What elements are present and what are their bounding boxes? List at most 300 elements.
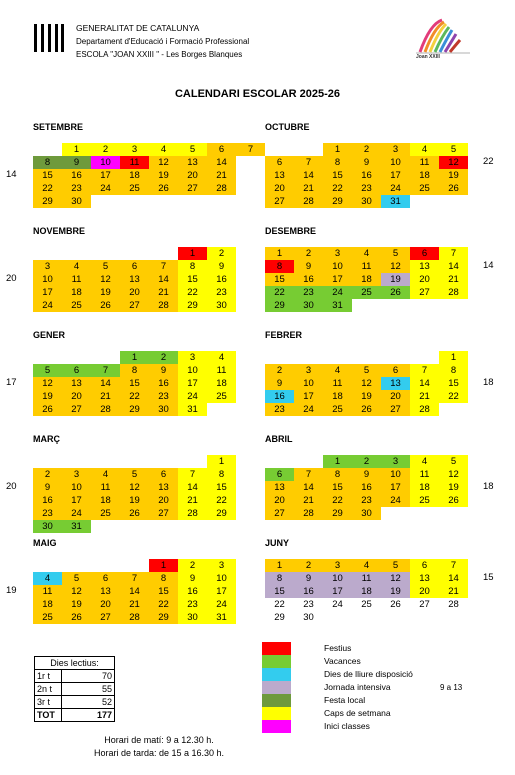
day-cell: 4 (91, 468, 120, 481)
horari-mati: Horari de matí: 9 a 12.30 h. (104, 735, 214, 745)
day-cell: 19 (62, 598, 91, 611)
day-cell: 15 (33, 169, 62, 182)
day-cell: 5 (33, 364, 62, 377)
day-cell: 5 (381, 559, 410, 572)
day-cell: 1 (323, 143, 352, 156)
day-cell: 26 (352, 403, 381, 416)
day-cell: 23 (294, 286, 323, 299)
day-cell: 12 (439, 156, 468, 169)
day-cell: 14 (178, 481, 207, 494)
day-cell: 20 (62, 390, 91, 403)
day-cell: 3 (381, 143, 410, 156)
day-cell: 12 (62, 585, 91, 598)
day-cell: 6 (265, 468, 294, 481)
day-cell: 15 (323, 481, 352, 494)
day-cell: 10 (323, 260, 352, 273)
day-cell: 27 (265, 195, 294, 208)
day-cell: 29 (149, 611, 178, 624)
day-cell: 20 (265, 494, 294, 507)
day-cell: 8 (207, 468, 236, 481)
day-cell: 24 (62, 507, 91, 520)
table-row: 1r t 70 (35, 670, 115, 683)
day-cell: 17 (33, 286, 62, 299)
day-cell: 8 (323, 156, 352, 169)
day-cell: 15 (265, 585, 294, 598)
day-cell: 7 (410, 364, 439, 377)
day-cell: 15 (323, 169, 352, 182)
day-cell: 14 (294, 481, 323, 494)
generalitat-crest-icon (34, 20, 64, 56)
day-cell: 7 (236, 143, 265, 156)
day-cell: 7 (439, 247, 468, 260)
day-cell: 6 (381, 364, 410, 377)
day-cell: 25 (410, 494, 439, 507)
horari-tarda: Horari de tarda: de 15 a 16.30 h. (93, 748, 225, 758)
day-cell: 8 (33, 156, 62, 169)
day-cell: 2 (91, 143, 120, 156)
day-cell: 28 (294, 507, 323, 520)
day-cell: 16 (178, 585, 207, 598)
day-cell: 21 (439, 585, 468, 598)
day-cell: 14 (439, 260, 468, 273)
day-cell: 15 (178, 273, 207, 286)
week-count: 14 (483, 260, 494, 271)
day-cell: 22 (149, 598, 178, 611)
day-cell: 29 (207, 507, 236, 520)
day-cell: 17 (381, 169, 410, 182)
day-cell: 21 (294, 182, 323, 195)
day-cell: 20 (149, 494, 178, 507)
day-cell: 9 (352, 156, 381, 169)
day-cell: 8 (323, 468, 352, 481)
day-cell: 14 (207, 156, 236, 169)
day-cell: 17 (381, 481, 410, 494)
day-cell: 19 (439, 169, 468, 182)
day-cell: 30 (62, 195, 91, 208)
day-cell: 24 (91, 182, 120, 195)
day-cell: 4 (62, 260, 91, 273)
day-cell: 31 (323, 299, 352, 312)
day-cell: 4 (410, 455, 439, 468)
day-cell: 10 (207, 572, 236, 585)
day-cell: 27 (62, 403, 91, 416)
legend-swatch (262, 642, 291, 655)
day-cell: 1 (149, 559, 178, 572)
day-cell: 29 (33, 195, 62, 208)
page-title: CALENDARI ESCOLAR 2025-26 (174, 88, 341, 100)
day-cell: 29 (265, 299, 294, 312)
day-cell: 14 (410, 377, 439, 390)
day-cell: 16 (149, 377, 178, 390)
day-cell: 25 (91, 507, 120, 520)
day-cell: 10 (33, 273, 62, 286)
day-cell: 22 (323, 494, 352, 507)
day-cell: 16 (352, 169, 381, 182)
day-cell: 19 (352, 390, 381, 403)
day-cell: 17 (294, 390, 323, 403)
day-cell: 22 (33, 182, 62, 195)
day-cell: 5 (91, 260, 120, 273)
day-cell: 31 (207, 611, 236, 624)
week-count: 15 (483, 572, 494, 583)
day-cell: 12 (91, 273, 120, 286)
day-cell: 7 (294, 468, 323, 481)
day-cell: 24 (178, 390, 207, 403)
day-cell: 21 (120, 598, 149, 611)
school-logo (412, 16, 474, 64)
day-cell: 25 (352, 598, 381, 611)
legend-label: Festa local (324, 695, 366, 705)
day-cell: 4 (410, 143, 439, 156)
day-cell: 16 (33, 494, 62, 507)
header-line3: ESCOLA "JOAN XXIII " - Les Borges Blanques (76, 50, 243, 59)
day-cell: 9 (178, 572, 207, 585)
week-count: 18 (483, 481, 494, 492)
day-cell: 9 (294, 260, 323, 273)
legend-swatch (262, 681, 291, 694)
day-cell: 13 (178, 156, 207, 169)
month-name: ABRIL (265, 434, 293, 444)
day-cell: 24 (323, 286, 352, 299)
day-cell: 11 (410, 468, 439, 481)
day-cell: 14 (294, 169, 323, 182)
month-name: FEBRER (265, 330, 303, 340)
day-cell: 24 (381, 494, 410, 507)
day-cell: 17 (207, 585, 236, 598)
day-cell: 7 (439, 559, 468, 572)
day-cell: 30 (178, 611, 207, 624)
day-cell: 10 (62, 481, 91, 494)
day-cell: 25 (323, 403, 352, 416)
legend-label: Festius (324, 643, 352, 653)
day-cell: 24 (294, 403, 323, 416)
day-cell: 12 (381, 572, 410, 585)
day-cell: 13 (120, 273, 149, 286)
day-cell: 9 (62, 156, 91, 169)
day-cell: 21 (91, 390, 120, 403)
day-cell: 22 (265, 286, 294, 299)
day-cell: 2 (352, 143, 381, 156)
day-cell: 6 (120, 260, 149, 273)
day-cell: 9 (294, 572, 323, 585)
day-cell: 10 (381, 468, 410, 481)
day-cell: 19 (381, 273, 410, 286)
day-cell: 1 (265, 559, 294, 572)
day-cell: 5 (178, 143, 207, 156)
legend-swatch (262, 655, 291, 668)
day-cell: 28 (120, 611, 149, 624)
day-cell: 2 (178, 559, 207, 572)
day-cell: 11 (410, 156, 439, 169)
month-name: MAIG (33, 538, 57, 548)
legend-label: Jornada intensiva (324, 682, 391, 692)
day-cell: 15 (207, 481, 236, 494)
day-cell: 3 (323, 247, 352, 260)
day-cell: 27 (410, 598, 439, 611)
day-cell: 31 (62, 520, 91, 533)
day-cell: 24 (381, 182, 410, 195)
day-cell: 28 (149, 299, 178, 312)
day-cell: 8 (149, 572, 178, 585)
dies-lectius-header: Dies lectius: (35, 657, 115, 670)
day-cell: 5 (381, 247, 410, 260)
day-cell: 29 (323, 195, 352, 208)
day-cell: 23 (352, 182, 381, 195)
day-cell: 16 (352, 481, 381, 494)
day-cell: 10 (178, 364, 207, 377)
day-cell: 11 (323, 377, 352, 390)
day-cell: 1 (439, 351, 468, 364)
day-cell: 18 (207, 377, 236, 390)
day-cell: 31 (381, 195, 410, 208)
dies-lectius-table (34, 656, 115, 722)
day-cell: 9 (352, 468, 381, 481)
day-cell: 16 (62, 169, 91, 182)
day-cell: 20 (120, 286, 149, 299)
day-cell: 28 (439, 286, 468, 299)
day-cell: 22 (265, 598, 294, 611)
day-cell: 5 (62, 572, 91, 585)
day-cell: 9 (33, 481, 62, 494)
day-cell: 2 (149, 351, 178, 364)
legend-swatch (262, 707, 291, 720)
day-cell: 15 (265, 273, 294, 286)
day-cell: 28 (178, 507, 207, 520)
day-cell: 21 (439, 273, 468, 286)
day-cell: 1 (178, 247, 207, 260)
week-count: 14 (6, 169, 17, 180)
day-cell: 8 (439, 364, 468, 377)
day-cell: 7 (294, 156, 323, 169)
table-row-total: TOT 177 (35, 709, 115, 722)
day-cell: 20 (410, 273, 439, 286)
day-cell: 26 (381, 286, 410, 299)
day-cell: 6 (91, 572, 120, 585)
day-cell: 15 (149, 585, 178, 598)
day-cell: 9 (207, 260, 236, 273)
day-cell: 22 (439, 390, 468, 403)
day-cell: 27 (410, 286, 439, 299)
day-cell: 27 (91, 611, 120, 624)
month-name: OCTUBRE (265, 122, 310, 132)
day-cell: 17 (62, 494, 91, 507)
day-cell: 26 (439, 182, 468, 195)
day-cell: 28 (294, 195, 323, 208)
day-cell: 18 (120, 169, 149, 182)
day-cell: 8 (178, 260, 207, 273)
day-cell: 29 (265, 611, 294, 624)
day-cell: 27 (120, 299, 149, 312)
day-cell: 18 (410, 169, 439, 182)
day-cell: 11 (207, 364, 236, 377)
day-cell: 16 (294, 585, 323, 598)
day-cell: 13 (410, 572, 439, 585)
day-cell: 20 (178, 169, 207, 182)
day-cell: 19 (91, 286, 120, 299)
day-cell: 11 (352, 572, 381, 585)
day-cell: 13 (381, 377, 410, 390)
day-cell: 12 (149, 156, 178, 169)
day-cell: 10 (91, 156, 120, 169)
day-cell: 29 (323, 507, 352, 520)
legend-label: Caps de setmana (324, 708, 391, 718)
day-cell: 18 (33, 598, 62, 611)
table-row: 3r t 52 (35, 696, 115, 709)
day-cell: 7 (149, 260, 178, 273)
day-cell: 24 (323, 598, 352, 611)
month-name: DESEMBRE (265, 226, 317, 236)
day-cell: 25 (410, 182, 439, 195)
day-cell: 1 (62, 143, 91, 156)
day-cell: 10 (294, 377, 323, 390)
month-name: SETEMBRE (33, 122, 84, 132)
day-cell: 8 (265, 260, 294, 273)
day-cell: 18 (91, 494, 120, 507)
day-cell: 23 (33, 507, 62, 520)
day-cell: 10 (323, 572, 352, 585)
day-cell: 9 (265, 377, 294, 390)
day-cell: 3 (294, 364, 323, 377)
day-cell: 19 (149, 169, 178, 182)
day-cell: 29 (178, 299, 207, 312)
week-count: 20 (6, 273, 17, 284)
day-cell: 11 (91, 481, 120, 494)
day-cell: 14 (91, 377, 120, 390)
day-cell: 13 (265, 481, 294, 494)
day-cell: 23 (265, 403, 294, 416)
day-cell: 30 (294, 611, 323, 624)
day-cell: 6 (62, 364, 91, 377)
day-cell: 12 (33, 377, 62, 390)
day-cell: 22 (323, 182, 352, 195)
day-cell: 21 (207, 169, 236, 182)
day-cell: 30 (33, 520, 62, 533)
day-cell: 21 (410, 390, 439, 403)
day-cell: 4 (207, 351, 236, 364)
day-cell: 11 (62, 273, 91, 286)
legend-note: 9 a 13 (440, 683, 463, 692)
day-cell: 1 (120, 351, 149, 364)
day-cell: 18 (352, 585, 381, 598)
month-name: JUNY (265, 538, 290, 548)
day-cell: 18 (323, 390, 352, 403)
day-cell: 11 (120, 156, 149, 169)
day-cell: 11 (352, 260, 381, 273)
day-cell: 7 (91, 364, 120, 377)
day-cell: 20 (410, 585, 439, 598)
day-cell: 13 (265, 169, 294, 182)
day-cell: 19 (120, 494, 149, 507)
day-cell: 6 (207, 143, 236, 156)
day-cell: 4 (352, 247, 381, 260)
day-cell: 27 (149, 507, 178, 520)
day-cell: 30 (149, 403, 178, 416)
day-cell: 2 (265, 364, 294, 377)
day-cell: 22 (207, 494, 236, 507)
day-cell: 19 (33, 390, 62, 403)
day-cell: 30 (207, 299, 236, 312)
week-count: 20 (6, 481, 17, 492)
day-cell: 27 (178, 182, 207, 195)
legend-label: Dies de lliure disposició (324, 669, 413, 679)
day-cell: 4 (352, 559, 381, 572)
day-cell: 12 (381, 260, 410, 273)
day-cell: 1 (265, 247, 294, 260)
day-cell: 17 (323, 585, 352, 598)
week-count: 18 (483, 377, 494, 388)
month-name: GENER (33, 330, 66, 340)
day-cell: 30 (352, 195, 381, 208)
day-cell: 18 (410, 481, 439, 494)
day-cell: 31 (178, 403, 207, 416)
day-cell: 26 (439, 494, 468, 507)
day-cell: 17 (178, 377, 207, 390)
day-cell: 19 (381, 585, 410, 598)
day-cell: 12 (352, 377, 381, 390)
day-cell: 23 (178, 598, 207, 611)
logo-text: Joan XXIII (416, 54, 440, 60)
week-count: 22 (483, 156, 494, 167)
day-cell: 5 (439, 143, 468, 156)
day-cell: 22 (178, 286, 207, 299)
day-cell: 12 (439, 468, 468, 481)
day-cell: 6 (149, 468, 178, 481)
day-cell: 7 (178, 468, 207, 481)
day-cell: 7 (120, 572, 149, 585)
day-cell: 23 (149, 390, 178, 403)
day-cell: 23 (352, 494, 381, 507)
day-cell: 29 (120, 403, 149, 416)
day-cell: 14 (120, 585, 149, 598)
day-cell: 26 (120, 507, 149, 520)
day-cell: 23 (62, 182, 91, 195)
day-cell: 8 (120, 364, 149, 377)
day-cell: 21 (178, 494, 207, 507)
day-cell: 22 (120, 390, 149, 403)
day-cell: 27 (265, 507, 294, 520)
month-name: NOVEMBRE (33, 226, 86, 236)
day-cell: 26 (91, 299, 120, 312)
day-cell: 10 (381, 156, 410, 169)
legend-swatch (262, 694, 291, 707)
day-cell: 13 (410, 260, 439, 273)
day-cell: 16 (294, 273, 323, 286)
week-count: 17 (6, 377, 17, 388)
day-cell: 2 (33, 468, 62, 481)
day-cell: 13 (149, 481, 178, 494)
day-cell: 26 (381, 598, 410, 611)
day-cell: 3 (33, 260, 62, 273)
day-cell: 6 (265, 156, 294, 169)
day-cell: 25 (33, 611, 62, 624)
day-cell: 17 (323, 273, 352, 286)
day-cell: 26 (62, 611, 91, 624)
day-cell: 1 (207, 455, 236, 468)
day-cell: 17 (91, 169, 120, 182)
day-cell: 25 (352, 286, 381, 299)
day-cell: 15 (439, 377, 468, 390)
day-cell: 14 (439, 572, 468, 585)
day-cell: 25 (207, 390, 236, 403)
day-cell: 16 (207, 273, 236, 286)
day-cell: 5 (120, 468, 149, 481)
day-cell: 2 (294, 559, 323, 572)
day-cell: 26 (149, 182, 178, 195)
day-cell: 23 (207, 286, 236, 299)
day-cell: 19 (439, 481, 468, 494)
day-cell: 20 (91, 598, 120, 611)
day-cell: 4 (149, 143, 178, 156)
